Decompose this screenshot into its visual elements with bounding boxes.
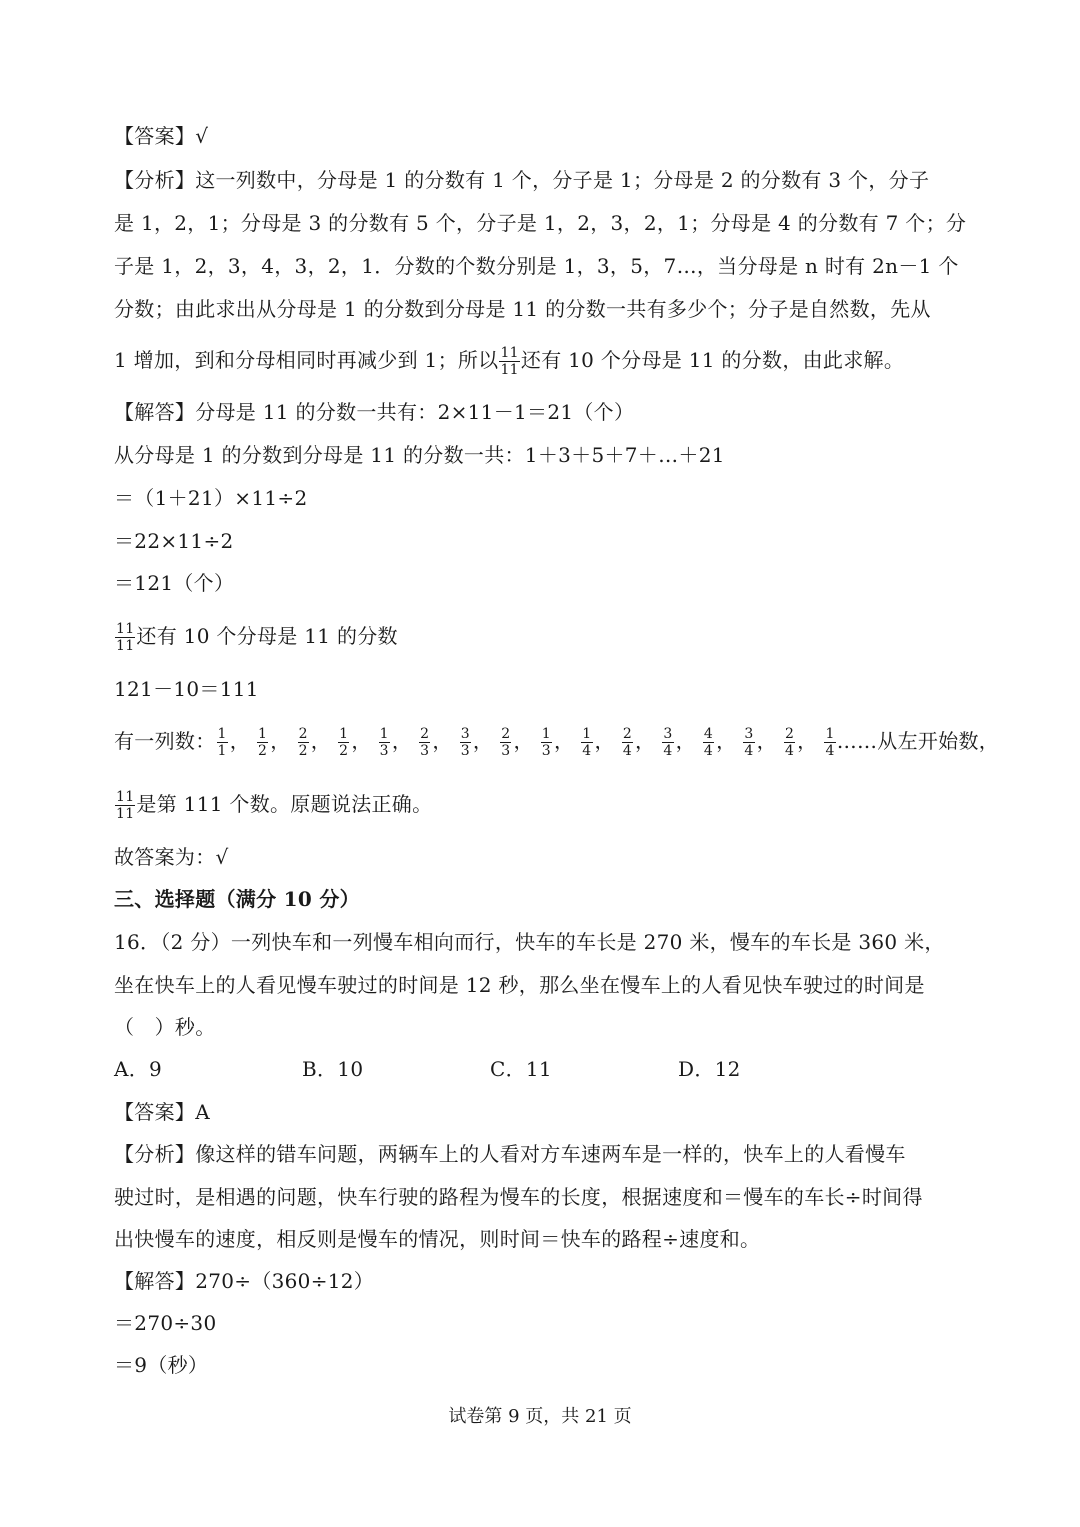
- sequence-comma: ，: [351, 729, 372, 753]
- solution-line: ＝270÷30: [114, 1311, 217, 1335]
- option-c: C．11: [490, 1057, 552, 1081]
- fraction-11-11: $\frac{11}{11}$: [500, 345, 519, 378]
- option-a: A．9: [114, 1057, 163, 1081]
- fraction-11-11: $\frac{11}{11}$: [116, 621, 135, 654]
- analysis-line: 子是 1，2，3，4，3，2，1．分数的个数分别是 1，3，5，7…，当分母是 n 时有 2n－1 个: [114, 254, 959, 278]
- sequence-fraction: $\frac{3}{3}$: [460, 726, 470, 759]
- sequence-fraction: $\frac{1}{3}$: [379, 726, 389, 759]
- analysis-line: 是 1，2，1；分母是 3 的分数有 5 个，分子是 1，2，3，2，1；分母是 4 的分数有 7 个；分: [114, 211, 967, 235]
- analysis-line: 分数；由此求出从分母是 1 的分数到分母是 11 的分数一共有多少个；分子是自然数，先从: [114, 297, 931, 321]
- sequence-fraction: $\frac{1}{2}$: [258, 726, 268, 759]
- calc-line: 121－10＝111: [114, 677, 259, 701]
- options-row: [114, 1057, 866, 1081]
- sequence-comma: ，: [594, 729, 615, 753]
- sequence-fraction: $\frac{2}{4}$: [784, 726, 795, 759]
- analysis-line: 【分析】这一列数中，分母是 1 的分数有 1 个，分子是 1；分母是 2 的分数有 3 个，分子: [114, 168, 930, 192]
- sequence-comma: ，: [756, 729, 777, 753]
- sequence-label: 有一列数：: [114, 729, 216, 753]
- fraction-line: [114, 622, 398, 653]
- sequence-fraction: $\frac{1}{1}$: [217, 726, 227, 759]
- solution-line: 从分母是 1 的分数到分母是 11 的分数一共：1＋3＋5＋7＋…＋21: [114, 443, 725, 467]
- fraction-line-text: 还有 10 个分母是 11 的分数: [136, 624, 398, 648]
- sequence-fraction: $\frac{3}{4}$: [744, 726, 754, 759]
- sequence-fraction: $\frac{2}{3}$: [501, 726, 511, 759]
- sequence-fraction: $\frac{2}{2}$: [298, 726, 308, 759]
- section-heading: 三、选择题（满分 10 分）: [114, 887, 360, 911]
- sequence-fraction: $\frac{1}{3}$: [541, 726, 551, 759]
- question-line: 坐在快车上的人看见慢车驶过的时间是 12 秒，那么坐在慢车上的人看见快车驶过的时间是: [114, 973, 925, 997]
- sequence-line: [114, 727, 999, 758]
- solution-line: ＝9（秒）: [114, 1353, 209, 1377]
- solution-line: ＝（1＋21）×11÷2: [114, 486, 308, 510]
- answer-line: 【答案】√: [114, 124, 209, 148]
- analysis-line: 【分析】像这样的错车问题，两辆车上的人看对方车速两车是一样的，快车上的人看慢车: [114, 1142, 906, 1166]
- sequence-comma: ，: [472, 729, 494, 753]
- sequence-comma: ，: [391, 729, 413, 753]
- sequence-fraction: $\frac{1}{4}$: [582, 726, 592, 759]
- sequence-comma: ，: [513, 729, 534, 753]
- analysis-line-with-fraction: [114, 346, 904, 377]
- sequence-fraction: $\frac{2}{3}$: [420, 726, 430, 759]
- sequence-comma: ，: [270, 729, 291, 753]
- answer-line: 【答案】A: [114, 1100, 210, 1124]
- fraction-11-11: $\frac{11}{11}$: [116, 789, 135, 822]
- sequence-comma: ，: [635, 729, 656, 753]
- option-d: D．12: [678, 1057, 741, 1081]
- sequence-comma: ，: [797, 729, 818, 753]
- position-line: [114, 790, 432, 821]
- solution-line: ＝121（个）: [114, 571, 235, 595]
- sequence-fraction: $\frac{3}{4}$: [663, 726, 673, 759]
- sequence-comma: ，: [553, 729, 575, 753]
- solution-line: 【解答】分母是 11 的分数一共有：2×11－1＝21（个）: [114, 400, 635, 424]
- question-line: （ ）秒。: [114, 1015, 216, 1039]
- solution-line: ＝22×11÷2: [114, 529, 234, 553]
- sequence-fraction: $\frac{4}{4}$: [703, 726, 714, 759]
- fraction-sequence: [216, 727, 837, 758]
- sequence-comma: ，: [675, 729, 696, 753]
- page-footer: 试卷第 9 页，共 21 页: [448, 1406, 632, 1427]
- question-line: 16．（2 分）一列快车和一列慢车相向而行，快车的车长是 270 米，慢车的车长是 360 米，: [114, 930, 945, 954]
- sequence-fraction: $\frac{2}{4}$: [622, 726, 633, 759]
- solution-line: 【解答】270÷（360÷12）: [114, 1269, 375, 1293]
- analysis-line: 出快慢车的速度，相反则是慢车的情况，则时间＝快车的路程÷速度和。: [114, 1227, 761, 1251]
- sequence-comma: ，: [432, 729, 453, 753]
- analysis-text: 还有 10 个分母是 11 的分数，由此求解。: [520, 348, 905, 372]
- sequence-fraction: $\frac{1}{4}$: [825, 726, 835, 759]
- position-text: 是第 111 个数。原题说法正确。: [136, 792, 433, 816]
- sequence-tail: ……从左开始数，: [836, 729, 1000, 753]
- option-b: B．10: [302, 1057, 364, 1081]
- analysis-text: 1 增加，到和分母相同时再减少到 1；所以: [114, 348, 499, 372]
- sequence-comma: ，: [229, 729, 251, 753]
- conclusion-line: 故答案为：√: [114, 845, 229, 869]
- analysis-line: 驶过时，是相遇的问题，快车行驶的路程为慢车的长度，根据速度和＝慢车的车长÷时间得: [114, 1185, 923, 1209]
- sequence-comma: ，: [716, 729, 737, 753]
- sequence-fraction: $\frac{1}{2}$: [339, 726, 349, 759]
- sequence-comma: ，: [310, 729, 332, 753]
